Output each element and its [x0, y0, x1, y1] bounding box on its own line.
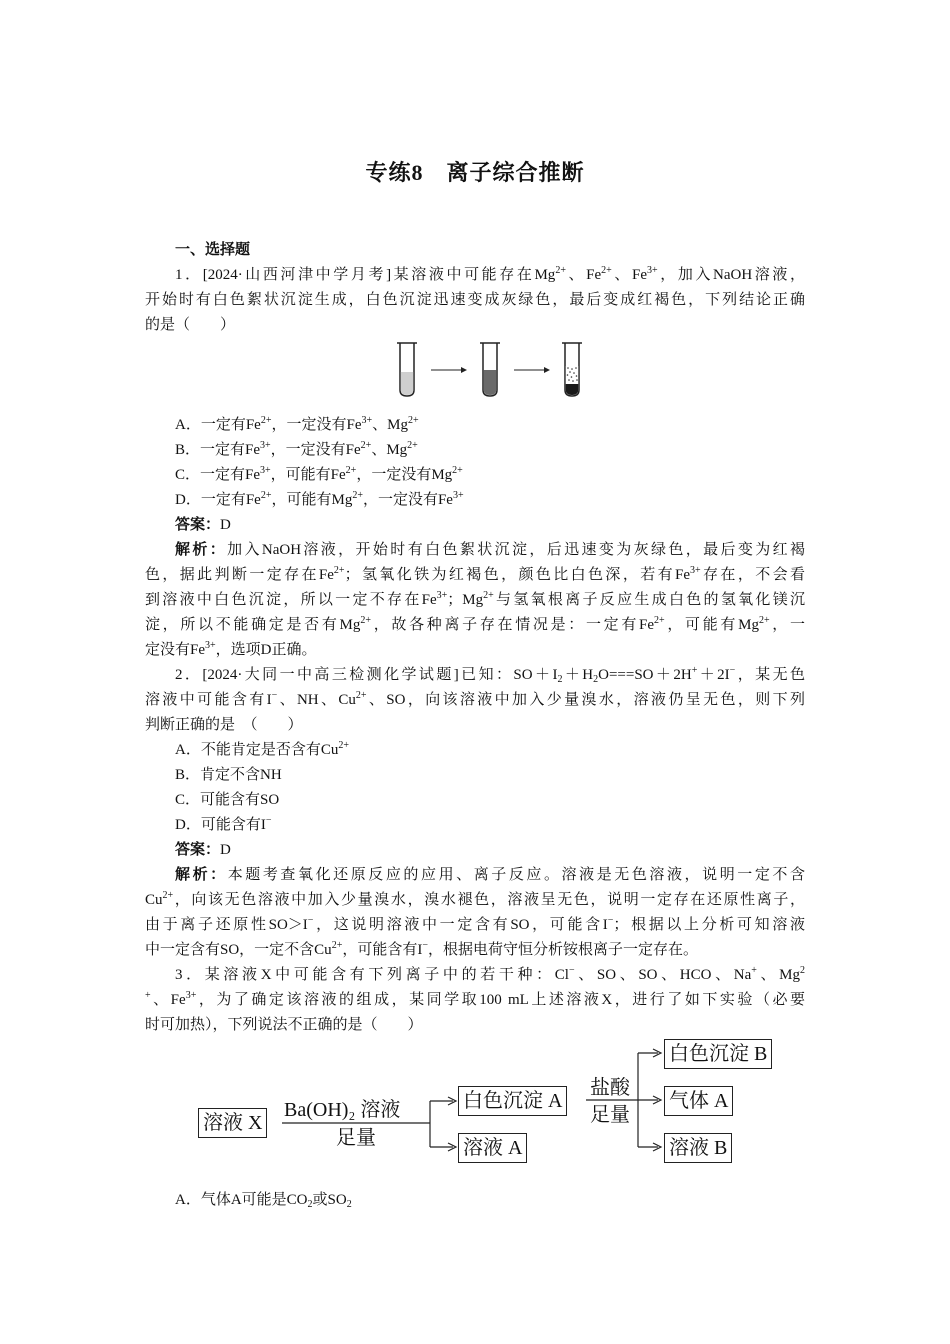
q1-option-d[interactable]: D．一定有$Fe^{2+}$，可能有$Mg^{2+}$，一定没有$Fe^{3+}$	[175, 490, 464, 508]
q2-explanation-line-3: 由于离子还原性SO＞I−，这说明溶液中一定含有SO，可能含I−；根据以上分析可知溶液	[145, 915, 805, 933]
arrow-icon	[431, 367, 467, 373]
q1-explanation-line-1: 解析：加入NaOH溶液，开始时有白色絮状沉淀，后迅速变为灰绿色，最后变为红褐	[175, 542, 805, 558]
q1-explanation-line-3: 到溶液中白色沉淀，所以一定不存在$Fe^{3+}$；$Mg^{2+}$与氢氧根离子反应生成白色的氢氧化镁沉	[145, 590, 805, 608]
box-gas-a: 气体 A	[664, 1086, 733, 1116]
q1-stem-line-1: 1．[2024·山西河津中学月考]某溶液中可能存在$Mg^{2+}$、$Fe^{2+}$、$Fe^{3+}$，加入NaOH溶液，	[175, 265, 805, 283]
test-tube-red-brown-precipitate	[562, 343, 582, 396]
test-tubes-figure	[395, 340, 590, 400]
arrow-icon	[514, 367, 550, 373]
q2-option-b[interactable]: B．肯定不含NH	[175, 767, 282, 783]
test-tube-white-precipitate	[397, 343, 417, 396]
reagent-excess-label-2: 足量	[590, 1104, 630, 1126]
q3-stem-line-1: 3．某溶液X中可能含有下列离子中的若干种：Cl−、SO、SO、HCO、Na+、Mg$^2$	[175, 965, 805, 983]
q3-stem-line-2: +、$Fe^{3+}$，为了确定该溶液的组成，某同学取100 mL上述溶液X，进行了如下实验（必要	[145, 990, 805, 1008]
q1-stem-line-3: 的是（ ）	[145, 317, 236, 333]
box-white-precipitate-b: 白色沉淀 B	[664, 1039, 772, 1069]
q2-explanation-line-2: $Cu^{2+}$，向该无色溶液中加入少量溴水，溴水褪色，溶液呈无色，说明一定存在还原性离子，	[145, 890, 805, 908]
experiment-flow-diagram	[198, 1035, 798, 1170]
q2-explanation-line-4: 中一定含有SO，一定不含$Cu^{2+}$，可能含有I−，根据电荷守恒分析铵根离子一定存在。	[145, 940, 698, 958]
q1-explanation-line-2: 色，据此判断一定存在$Fe^{2+}$；氢氧化铁为红褐色，颜色比白色深，若有$Fe^{3+}$存在，不会看	[145, 565, 805, 583]
box-white-precipitate-a: 白色沉淀 A	[458, 1086, 567, 1116]
q1-explanation-line-5: 定没有$Fe^{3+}$，选项D正确。	[145, 640, 317, 658]
box-solution-a: 溶液 A	[458, 1133, 527, 1163]
q1-explanation-line-4: 淀，所以不能确定是否有$Mg^{2+}$，故各种离子存在情况是：一定有$Fe^{2+}$，可能有$Mg^{2+}$，一	[145, 615, 805, 633]
q2-stem-line-1: 2．[2024·大同一中高三检测化学试题]已知：$SO+I_2+H_2O===SO+2H^++2I^-$，某无色	[175, 665, 805, 685]
page-title: 专练8 离子综合推断	[365, 160, 585, 185]
section-heading: 一、选择题	[175, 242, 251, 258]
test-tube-grey-green-precipitate	[480, 343, 500, 396]
box-solution-b: 溶液 B	[664, 1133, 732, 1163]
q3-stem-line-3: 时可加热），下列说法不正确的是（ ）	[145, 1017, 423, 1033]
box-solution-x: 溶液 X	[198, 1108, 267, 1138]
q2-option-d[interactable]: D．可能含有I−	[175, 815, 272, 833]
q3-option-a[interactable]: A．气体A可能是$CO_2$或$SO_2$	[175, 1192, 352, 1210]
q2-option-c[interactable]: C．可能含有SO	[175, 792, 280, 808]
reagent-excess-label: 足量	[336, 1127, 376, 1149]
reagent-hydrochloric-acid: 盐酸	[590, 1077, 630, 1099]
reagent-ba-oh-2: Ba(OH)₂ 溶液	[284, 1099, 401, 1121]
q2-stem-line-3: 判断正确的是 （ ）	[145, 717, 303, 733]
q2-explanation-line-1: 解析：本题考查氧化还原反应的应用、离子反应。溶液是无色溶液，说明一定不含	[175, 867, 805, 883]
q1-option-c[interactable]: C．一定有$Fe^{3+}$，可能有$Fe^{2+}$，一定没有$Mg^{2+}$	[175, 465, 463, 483]
q1-option-b[interactable]: B．一定有$Fe^{3+}$，一定没有$Fe^{2+}$、$Mg^{2+}$	[175, 440, 418, 458]
q1-stem-line-2: 开始时有白色絮状沉淀生成，白色沉淀迅速变成灰绿色，最后变成红褐色，下列结论正确	[145, 292, 805, 308]
q2-stem-line-2: 溶液中可能含有I−、NH、$Cu^{2+}$、SO，向该溶液中加入少量溴水，溶液仍呈无色，则下列	[145, 690, 805, 708]
q2-answer: 答案：D	[175, 842, 231, 858]
q2-option-a[interactable]: A．不能肯定是否含有$Cu^{2+}$	[175, 740, 349, 758]
q1-answer: 答案：D	[175, 517, 231, 533]
q1-option-a[interactable]: A．一定有$Fe^{2+}$，一定没有$Fe^{3+}$、$Mg^{2+}$	[175, 415, 419, 433]
